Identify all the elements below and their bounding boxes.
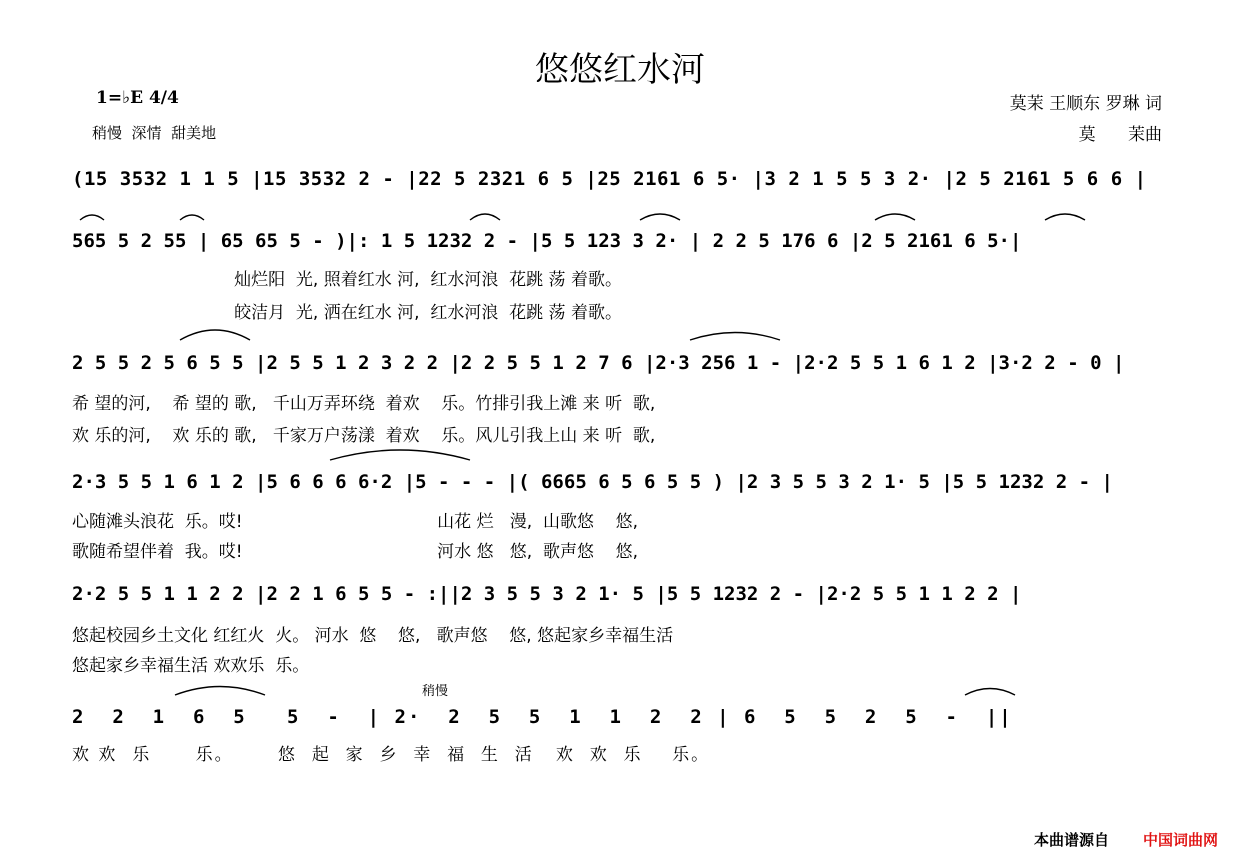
- key-signature: 1=♭E 4/4: [96, 88, 179, 108]
- source-site-link[interactable]: 中国词曲网: [1143, 831, 1219, 849]
- tempo-marking-slower: 稍慢: [422, 684, 449, 699]
- score-line-2-lyrics-verse-2: 皎洁月 光, 洒在红水 河, 红水河浪 花跳 荡 着歌。: [72, 303, 622, 323]
- score-line-4-notes: 2·3 5 5 1 6 1 2 |5 6 6 6 6·2 |5 - - - |( 6665 6 5 6 5 5 ) |2 3 5 5 3 2 1· 5 |5 5 1232 2 - |: [72, 471, 1113, 493]
- score-line-6-lyrics: 欢 欢 乐 乐。 悠 起 家 乡 幸 福 生 活 欢 欢 乐 乐。: [72, 745, 711, 765]
- score-line-5-lyrics-verse-1: 悠起校园乡土文化 红红火 火。 河水 悠 悠, 歌声悠 悠, 悠起家乡幸福生活: [72, 626, 674, 646]
- score-line-4-lyrics-verse-2: 歌随希望伴着 我。哎! 河水 悠 悠, 歌声悠 悠,: [72, 542, 639, 562]
- source-label: 本曲谱源自: [1034, 831, 1110, 849]
- lyricist-credit: 莫茉 王顺东 罗琳 词: [1009, 94, 1162, 114]
- score-line-3-lyrics-verse-2: 欢 乐的河, 欢 乐的 歌, 千家万户荡漾 着欢 乐。风儿引我上山 来 听 歌,: [72, 426, 656, 446]
- score-line-4-lyrics-verse-1: 心随滩头浪花 乐。哎! 山花 烂 漫, 山歌悠 悠,: [72, 512, 639, 532]
- score-line-1-notes: (15 3532 1 1 5 |15 3532 2 - |22 5 2321 6 5 |25 2161 6 5· |3 2 1 5 5 3 2· |2 5 2161 5 6 6 |: [72, 168, 1147, 190]
- score-line-3-lyrics-verse-1: 希 望的河, 希 望的 歌, 千山万弄环绕 着欢 乐。竹排引我上滩 来 听 歌,: [72, 394, 656, 414]
- score-line-6-notes: 2 2 1 6 5 5 - | 2· 2 5 5 1 1 2 2 | 6 5 5 2 5 - ||: [72, 706, 1013, 728]
- score-line-5-lyrics-verse-2: 悠起家乡幸福生活 欢欢乐 乐。: [72, 656, 310, 676]
- score-line-2-notes: 565 5 2 55 | 65 65 5 - )|: 1 5 1232 2 - |5 5 123 3 2· | 2 2 5 176 6 |2 5 2161 6 5·|: [72, 230, 1022, 252]
- composer-credit: 莫 茉曲: [1078, 125, 1162, 145]
- score-line-2-lyrics-verse-1: 灿烂阳 光, 照着红水 河, 红水河浪 花跳 荡 着歌。: [72, 270, 622, 290]
- page-title: 悠悠红水河: [535, 50, 705, 90]
- score-line-5-notes: 2·2 5 5 1 1 2 2 |2 2 1 6 5 5 - :||2 3 5 5 3 2 1· 5 |5 5 1232 2 - |2·2 5 5 1 1 2 2 |: [72, 583, 1022, 605]
- score-line-3-notes: 2 5 5 2 5 6 5 5 |2 5 5 1 2 3 2 2 |2 2 5 5 1 2 7 6 |2·3 256 1 - |2·2 5 5 1 6 1 2 |3·2 2 - 0 |: [72, 352, 1125, 374]
- tempo-marking: 稍慢 深情 甜美地: [92, 124, 217, 142]
